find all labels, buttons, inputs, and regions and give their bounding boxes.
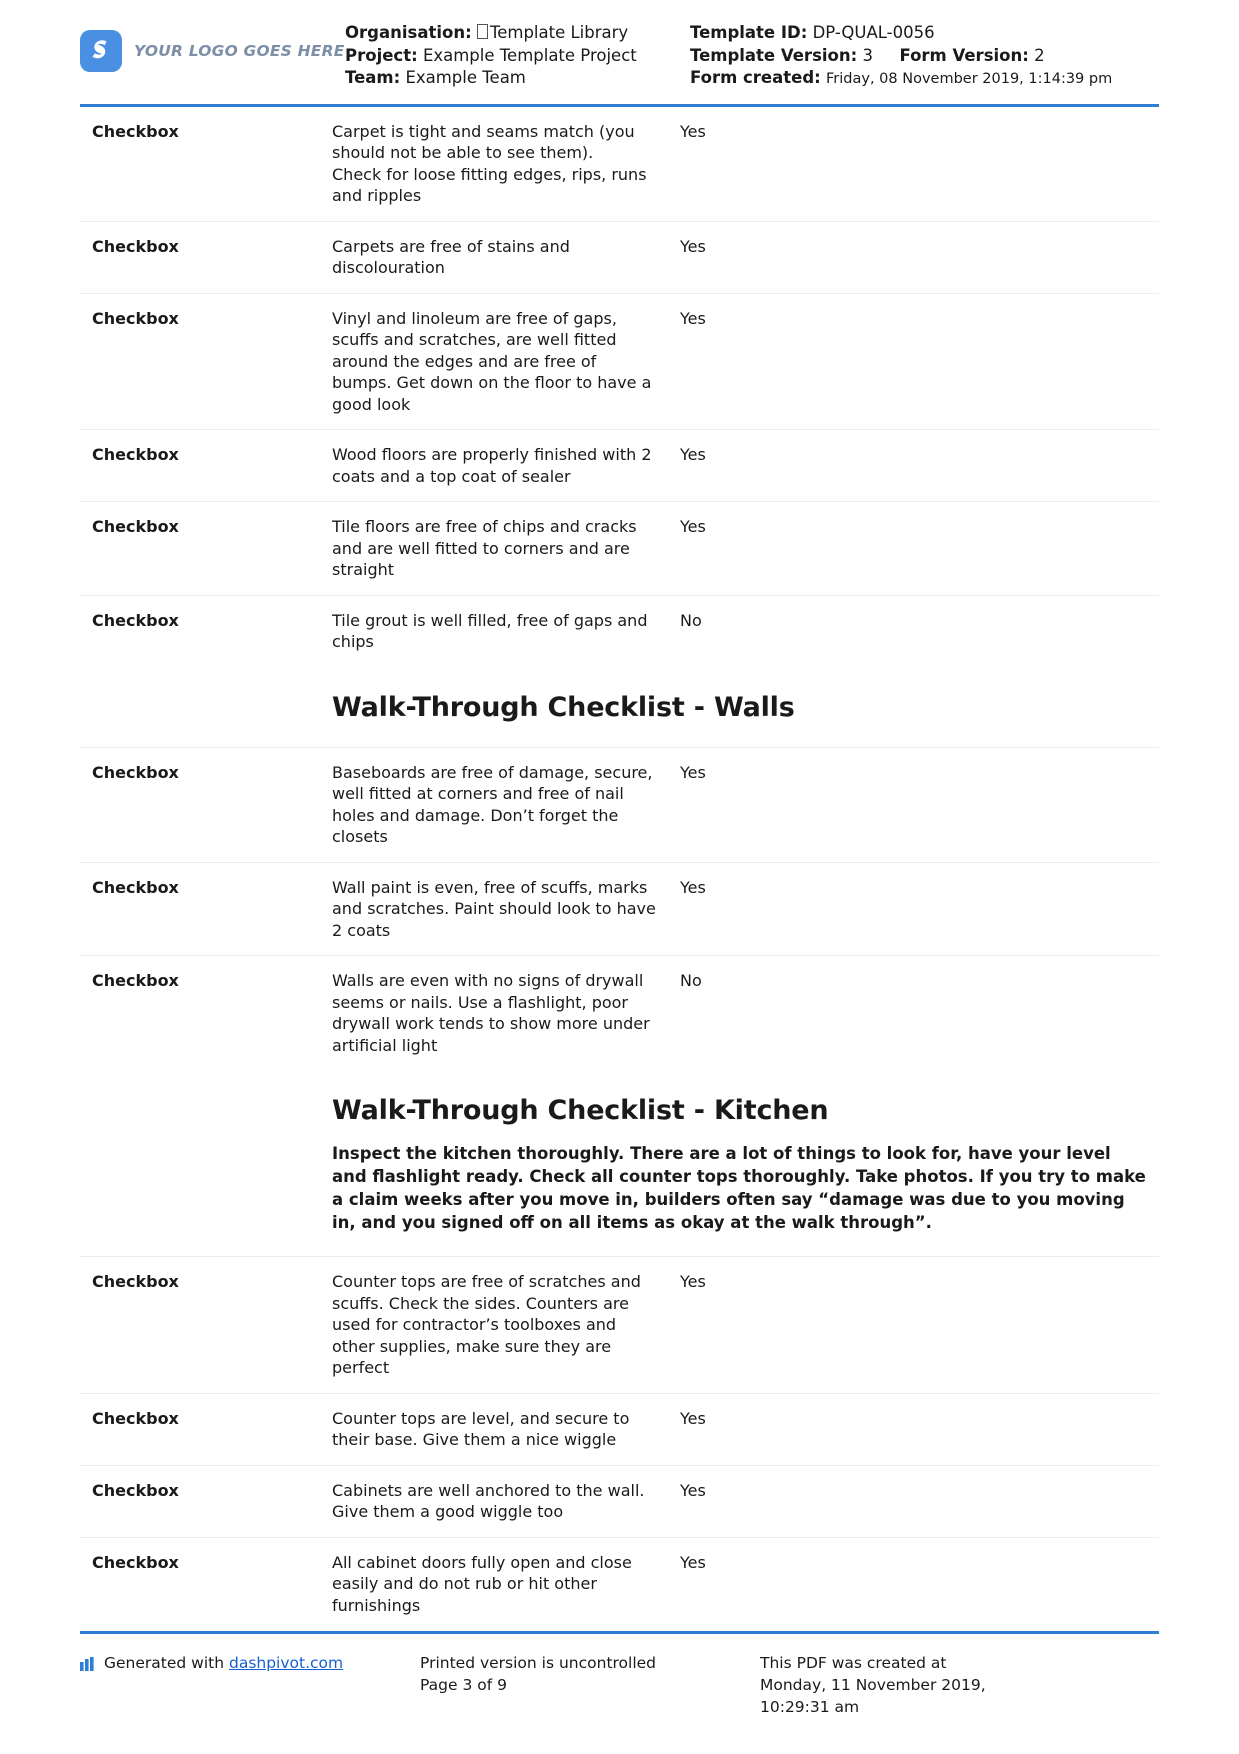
row-description: Tile floors are free of chips and cracks and are well fitted to corners and are straight [332,517,637,579]
section-intro-text: Inspect the kitchen thoroughly. There are a lot of things to look for, have your level and flashlight ready. Check all counter tops thoroughly. Take photos. If you try to make a claim weeks after you move in, builders often say “damage was due to you moving in, and you signed off on all items as okay at the walk through”. [332,1144,1146,1232]
row-label: Checkbox [92,877,179,897]
row-value: Yes [680,1552,706,1572]
logo-block [80,22,345,72]
row-description: Counter tops are level, and secure to their base. Give them a nice wiggle [332,1408,630,1449]
row-value: No [680,610,702,630]
team-label: Team: [345,68,401,87]
footer-print-block [420,1652,760,1718]
table-row [80,294,1159,431]
row-description: Carpets are free of stains and discolouration [332,236,570,277]
section-title: Walk-Through Checklist - Walls [332,691,795,723]
table-row [80,1466,1159,1538]
missing-glyph-icon [477,24,488,39]
row-label: Checkbox [92,610,179,630]
template-id-value: DP-QUAL-0056 [812,23,935,42]
row-description: Cabinets are well anchored to the wall. Give them a good wiggle too [332,1480,645,1521]
row-label: Checkbox [92,121,179,141]
header-meta-right [690,22,1159,92]
row-label: Checkbox [92,1480,179,1500]
page-header [80,0,1159,104]
form-created-label: Form created: [690,68,821,87]
form-version-value: 2 [1034,45,1045,65]
row-description: Vinyl and linoleum are free of gaps, scuffs and scratches, are well fitted around the edges and are free of bumps. Get down on the floor to have a good look [332,308,652,414]
project-line [345,45,690,67]
row-description: Counter tops are free of scratches and scuffs. Check the sides. Counters are used for contractor’s toolboxes and other supplies, make sure they are perfect [332,1272,641,1377]
form-version-label: Form Version: [899,45,1029,65]
row-value: Yes [680,1408,706,1428]
organisation-line [345,22,690,44]
table-row [80,1394,1159,1466]
table-row [80,1538,1159,1631]
footer-generated-prefix: Generated with [104,1654,225,1672]
form-created-value: Friday, 08 November 2019, 1:14:39 pm [826,71,1113,87]
row-label: Checkbox [92,971,179,990]
table-row [80,863,1159,957]
row-description: Baseboards are free of damage, secure, well fitted at corners and free of nail holes and damage. Don’t forget the closets [332,762,653,846]
template-version-line [690,45,1159,67]
row-label: Checkbox [92,517,179,536]
row-value: Yes [680,877,706,897]
table-row [80,430,1159,502]
header-meta-left [345,22,690,90]
template-id-line [690,22,1159,44]
footer-created-line-3: 10:29:31 am [760,1698,860,1716]
row-value: Yes [680,308,706,328]
organisation-label: Organisation: [345,23,472,42]
row-value: No [680,971,702,990]
row-value: Yes [680,121,706,141]
table-row [80,956,1159,1070]
footer-created-line-2: Monday, 11 November 2019, [760,1676,986,1694]
page-footer [80,1631,1159,1718]
row-description: Wall paint is even, free of scuffs, marks and scratches. Paint should look to have 2 coats [332,877,656,940]
team-value: Example Team [405,68,526,87]
row-label: Checkbox [92,1272,179,1291]
project-label: Project: [345,45,418,65]
logo-text: YOUR LOGO GOES HERE [134,42,345,60]
table-row [80,222,1159,294]
template-version-label: Template Version: [690,45,858,65]
row-label: Checkbox [92,236,179,256]
row-value: Yes [680,1272,706,1291]
bar-chart-icon [80,1655,96,1677]
footer-generated-text [104,1652,343,1674]
footer-created-block [760,1652,1159,1718]
project-value: Example Template Project [422,45,637,65]
section-title: Walk-Through Checklist - Kitchen [332,1095,829,1126]
row-description: Wood floors are properly finished with 2 coats and a top coat of sealer [332,445,652,486]
row-value: Yes [680,445,706,464]
row-label: Checkbox [92,1408,179,1428]
table-row [80,596,1159,667]
row-label: Checkbox [92,445,179,464]
row-label: Checkbox [92,308,179,328]
row-value: Yes [680,1480,706,1500]
row-label: Checkbox [92,762,179,782]
template-id-label: Template ID: [690,23,808,42]
table-row [80,1257,1159,1394]
checklist-floors [80,107,1159,667]
footer-print-line-1: Printed version is uncontrolled [420,1654,657,1672]
row-description: Carpet is tight and seams match (you should not be able to see them). Check for loose fitting edges, rips, runs and ripples [332,121,647,205]
row-value: Yes [680,236,706,256]
dashpivot-link[interactable]: dashpivot.com [228,1654,344,1672]
footer-generated-block [80,1652,420,1718]
row-value: Yes [680,517,706,536]
template-version-value: 3 [862,45,873,65]
row-value: Yes [680,762,706,782]
footer-created-line-1: This PDF was created at [760,1654,947,1672]
checklist-kitchen [80,1257,1159,1630]
form-created-line [690,67,1159,91]
section-heading-kitchen [80,1070,1159,1257]
team-line [345,67,690,89]
table-row [80,748,1159,863]
table-row [80,502,1159,596]
footer-page-number: Page 3 of 9 [420,1676,507,1694]
row-description: All cabinet doors fully open and close easily and do not rub or hit other furnishings [332,1552,632,1615]
organisation-value: Template Library [489,23,629,42]
table-row [80,107,1159,222]
section-heading-walls [80,667,1159,748]
row-label: Checkbox [92,1552,179,1572]
company-logo-icon [80,30,122,72]
row-description: Tile grout is well filled, free of gaps and chips [332,610,648,651]
checklist-walls [80,748,1159,1071]
row-description: Walls are even with no signs of drywall seems or nails. Use a flashlight, poor drywall work tends to show more under artificial light [332,971,650,1055]
